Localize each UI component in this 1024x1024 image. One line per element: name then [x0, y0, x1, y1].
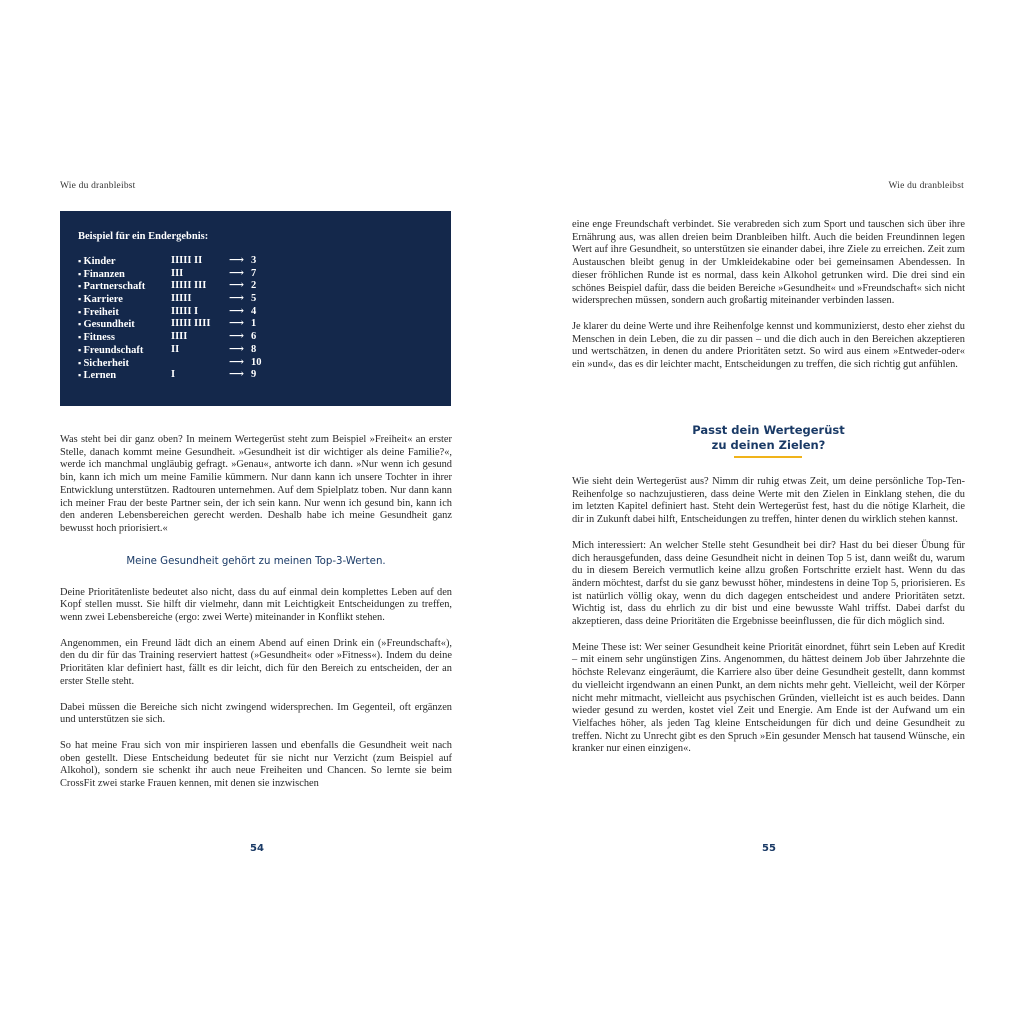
box-row-category: ▪ Karriere — [78, 293, 171, 306]
box-row — [78, 344, 433, 357]
box-row-arrow: ⟶ — [229, 331, 245, 343]
box-row-tally: IIIII II — [171, 255, 203, 266]
paragraph: Mich interessiert: An welcher Stelle steht Gesundheit bei dir? Hast du bei dieser Übung für dich herausgefunden, dass deine Gesundheit nicht in deinen Top 5 ist, dann weißt du, warum du in diesem Bereich vermutlich keine allzu großen Fortschritte erzielt hast. Wenn du das ändern möchtest, darfst du sie ganz bewusst höher, mindestens in deine Top 5, priorisieren. Es ist natürlich völlig okay, wenn du dich dagegen entscheidest und andere Prioritäten setzt. Wichtig ist, dass du ehrlich zu dir bist und eine bewusste Wahl triffst. Dabei darfst du akzeptieren, dass deine Prioritäten die Ergebnisse beeinflussen, die für dich möglich sind. — [572, 539, 965, 628]
box-row-arrow: ⟶ — [229, 356, 245, 368]
box-row-category: ▪ Kinder — [78, 255, 171, 268]
box-row-rank: 1 — [251, 318, 257, 330]
paragraph: Angenommen, ein Freund lädt dich an einem Abend auf einen Drink ein (»Freundschaft«), den du dir für das Training reserviert hattest (»Gesundheit« oder »Fitness«). Indem du deine Prioritäten klar definiert hast, fällt es dir leicht, dich für den Bereich zu entscheiden, der an erster Stelle steht. — [60, 637, 452, 687]
box-row-arrow: ⟶ — [229, 255, 245, 266]
box-row-tally: IIIII IIII — [171, 318, 211, 330]
box-row-category: ▪ Gesundheit — [78, 318, 171, 331]
box-row — [78, 306, 433, 319]
box-row — [78, 280, 433, 293]
box-row-category: ▪ Freiheit — [78, 306, 171, 319]
box-row-tally: II — [171, 343, 180, 355]
pull-quote: Meine Gesundheit gehört zu meinen Top-3-Werten. — [126, 555, 386, 567]
running-head: Wie du dranbleibst — [888, 181, 964, 191]
box-row-rank: 6 — [251, 331, 257, 343]
box-row-rank: 4 — [251, 305, 257, 317]
left-body — [60, 434, 452, 791]
right-body-bottom — [572, 476, 965, 756]
box-row — [78, 268, 433, 281]
box-row-arrow: ⟶ — [229, 293, 245, 305]
paragraph: So hat meine Frau sich von mir inspirieren lassen und ebenfalls die Gesundheit weit nach oben gestellt. Diese Entscheidung bedeutet für sie nicht nur Verzicht (zum Beispiel auf Alkohol), sondern sie schenkt ihr auch neue Freiheiten und Chancen. So lernte sie beim CrossFit zwei starke Frauen kennen, mit denen sie inzwischen — [60, 739, 452, 790]
running-head: Wie du dranbleibst — [60, 181, 136, 191]
box-row — [78, 318, 433, 331]
box-row-arrow: ⟶ — [229, 305, 245, 317]
box-row-category: ▪ Sicherheit — [78, 357, 171, 370]
box-row-tally: IIIII — [171, 293, 192, 305]
paragraph: Dabei müssen die Bereiche sich nicht zwingend widersprechen. Im Gegenteil, oft ergänzen und unterstützen sie sich. — [60, 701, 452, 726]
box-title: Beispiel für ein Endergebnis: — [78, 231, 209, 242]
box-row-rank: 3 — [251, 255, 257, 266]
box-rows — [78, 255, 433, 382]
box-row — [78, 369, 433, 382]
box-row-tally: III — [171, 267, 184, 279]
section-heading-line: zu deinen Zielen? — [711, 438, 826, 452]
box-row-arrow: ⟶ — [229, 369, 245, 381]
section-heading-line: Passt dein Wertegerüst — [692, 423, 845, 437]
paragraph: eine enge Freundschaft verbindet. Sie verabreden sich zum Sport und tauschen sich über ihre Ernährung aus, was allen dreien beim Dranbleiben hilft. Auch die beiden Freundinnen legen Wert auf ihre Gesundheit, so unterstützen sie einander dabei, ihre Ziele zu erreichen. Zeit zum Austauschen bleibt genug in der Umkleidekabine oder bei gemeinsamen Abendessen. In dieser fröhlichen Runde ist es normal, dass kein Alkohol getrunken wird. Die drei sind ein schönes Beispiel dafür, dass die beiden Bereiche »Gesundheit« und »Freundschaft« sich nicht widersprechen müssen, sondern auch großartig miteinander verbinden lassen. — [572, 219, 965, 307]
heading-underline — [734, 456, 802, 458]
box-row — [78, 255, 433, 268]
box-row-arrow: ⟶ — [229, 318, 245, 330]
right-body-top — [572, 219, 965, 372]
box-row-tally: IIIII I — [171, 305, 199, 317]
box-row-category: ▪ Fitness — [78, 331, 171, 344]
box-row-arrow: ⟶ — [229, 280, 245, 292]
box-row-rank: 8 — [251, 343, 257, 355]
right-page — [512, 0, 1024, 1024]
box-row-tally — [171, 357, 229, 370]
box-row-category: ▪ Finanzen — [78, 268, 171, 281]
box-row-rank: 7 — [251, 267, 257, 279]
example-result-box — [60, 211, 451, 406]
paragraph: Meine These ist: Wer seiner Gesundheit keine Priorität einordnet, führt sein Leben auf Kredit – mit einem sehr ungünstigen Zins. Angenommen, du hättest deinem Job über Jahrzehnte die höchste Relevanz eingeräumt, die Karriere also über deine Gesundheit gestellt, dann kommst du vielleicht irgendwann an einen Punkt, an dem nichts mehr geht. Vielleicht, weil der Körper nicht mehr mitmacht, vielleicht aus psychischen Gründen, vielleicht ist es auch beides. Dann wieder gesund zu werden, kostet viel Zeit und Energie. Am Ende ist der Aufwand um ein Vielfaches höher, als jeden Tag kleine Entscheidungen für dich und deine Gesundheit zu treffen. Nicht zu Unrecht gibt es den Spruch »Ein gesunder Mensch hat tausend Wünsche, ein kranker nur einen einzigen«. — [572, 641, 965, 755]
paragraph: Was steht bei dir ganz oben? In meinem Wertegerüst steht zum Beispiel »Freiheit« an erster Stelle, danach kommt meine Gesundheit. »Gesundheit ist dir wichtiger als deine Familie?«, werde ich manchmal ungläubig gefragt. »Genau«, antworte ich dann. »Nur wenn ich gesund bin, kann ich mich um meine Familie kümmern. Nur dann kann ich unsere Tochter in ihrer Entwicklung unterstützen. Radtouren unternehmen. Auf dem Spielplatz toben. Nur dann kann ich meiner Frau der beste Partner sein, der ich sein kann. Nur wenn ich gesund bin, kann ich den anderen Lebensbereichen gerecht werden. Deshalb habe ich meine Gesundheit ganz bewusst hoch priorisiert.« — [60, 434, 452, 534]
paragraph: Wie sieht dein Wertegerüst aus? Nimm dir ruhig etwas Zeit, um deine persönliche Top-Ten-Reihenfolge so nachzujustieren, dass deine Werte mit den Zielen in Einklang stehen, die du im letzten Kapitel definiert hast. Steht dein Wertegerüst fest, hast du die nötige Klarheit, die dir in Zukunft dabei hilft, Entscheidungen zu treffen, hinter denen du wirklich stehen kannst. — [572, 476, 965, 526]
paragraph: Je klarer du deine Werte und ihre Reihenfolge kennst und kommunizierst, desto eher ziehst du Menschen in dein Leben, die zu dir passen – und die dich auch in den Bereichen akzeptieren und wertschätzen, in denen du andere Prioritäten setzt. So wird aus einem »Entweder-oder« ein »und«, das es dir leichter macht, Entscheidungen zu treffen, die sich richtig gut anfühlen. — [572, 320, 965, 371]
box-row — [78, 357, 433, 370]
box-row-rank: 5 — [251, 293, 257, 305]
box-row-category: ▪ Freundschaft — [78, 344, 171, 357]
box-row-rank: 2 — [251, 280, 257, 292]
box-row — [78, 293, 433, 306]
box-row-tally: I — [171, 369, 176, 381]
box-row-arrow: ⟶ — [229, 267, 245, 279]
page-number: 55 — [762, 843, 776, 854]
box-row-arrow: ⟶ — [229, 343, 245, 355]
box-row-rank: 10 — [251, 356, 262, 368]
box-row-category: ▪ Partnerschaft — [78, 280, 171, 293]
box-row — [78, 331, 433, 344]
box-row-rank: 9 — [251, 369, 257, 381]
page-number: 54 — [250, 843, 264, 854]
section-heading — [572, 423, 965, 453]
box-row-tally: IIII — [171, 331, 188, 343]
box-row-tally: IIIII III — [171, 280, 207, 292]
box-row-category: ▪ Lernen — [78, 369, 171, 382]
paragraph: Deine Prioritätenliste bedeutet also nicht, dass du auf einmal dein komplettes Leben auf den Kopf stellen musst. Sie hilft dir vielmehr, dann mit Leichtigkeit Entscheidungen zu treffen, wenn zwei Lebensbereiche (ergo: zwei Werte) miteinander in Konflikt stehen. — [60, 586, 452, 624]
